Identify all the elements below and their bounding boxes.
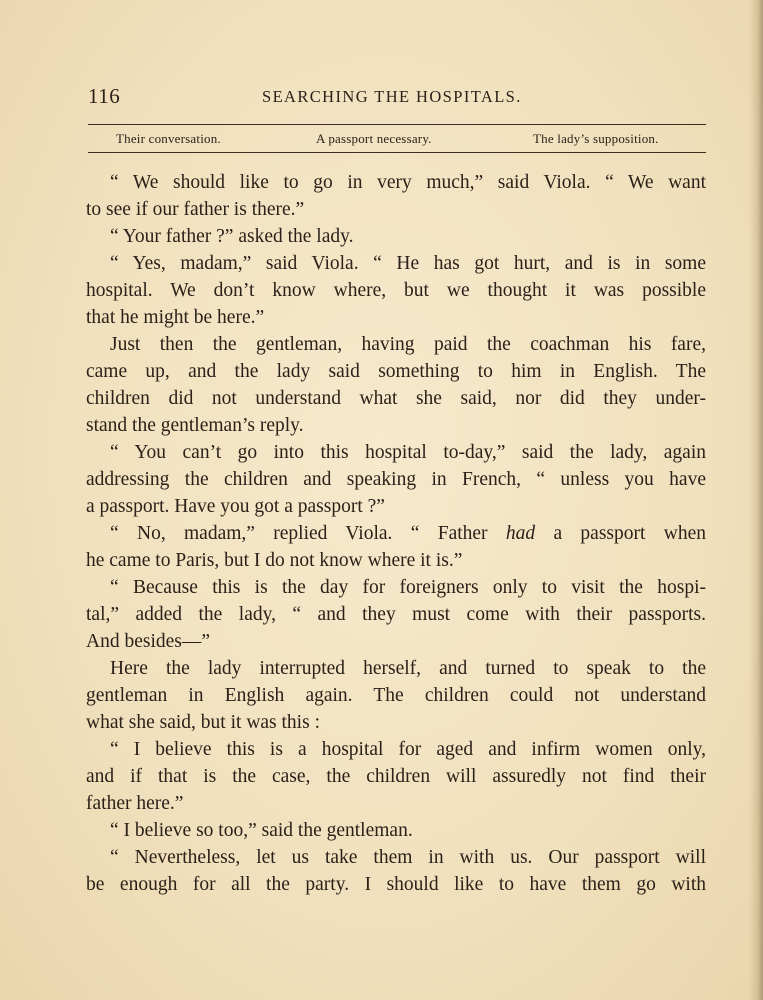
text-line: stand the gentleman’s reply. xyxy=(86,415,304,436)
running-head: SEARCHING THE HOSPITALS. xyxy=(262,87,522,106)
text-line: tal,” added the lady, “ and they must come with their passports. xyxy=(86,604,706,625)
text-line: “ Your father ?” asked the lady. xyxy=(110,226,354,247)
text-line: “ Nevertheless, let us take them in with us. Our passport will xyxy=(110,847,706,868)
header-rule-top xyxy=(88,124,706,125)
text-line: “ Yes, madam,” said Viola. “ He has got hurt, and is in some xyxy=(110,253,706,274)
text-line: came up, and the lady said something to him in English. The xyxy=(86,361,706,382)
subhead-conversation: Their conversation. xyxy=(116,131,221,146)
text-line: Here the lady interrupted herself, and turned to speak to the xyxy=(110,658,706,679)
body-text xyxy=(86,169,706,898)
text-line: “ You can’t go into this hospital to-day,” said the lady, again xyxy=(110,442,706,463)
text-line: father here.” xyxy=(86,793,184,814)
text-line: gentleman in English again. The children could not understand xyxy=(86,685,706,706)
text-line: hospital. We don’t know where, but we thought it was possible xyxy=(86,280,706,301)
section-subheads xyxy=(88,131,706,149)
text-line: “ We should like to go in very much,” said Viola. “ We want xyxy=(110,172,706,193)
text-line: be enough for all the party. I should like to have them go with xyxy=(86,874,706,895)
page-header xyxy=(88,84,706,114)
text-line: addressing the children and speaking in French, “ unless you have xyxy=(86,469,706,490)
text-segment: “ No, madam,” replied Viola. “ Father xyxy=(110,523,506,544)
text-line: what she said, but it was this : xyxy=(86,712,320,733)
text-line: and if that is the case, the children will assuredly not find their xyxy=(86,766,706,787)
text-line: he came to Paris, but I do not know where it is.” xyxy=(86,550,463,571)
text-line xyxy=(86,520,706,547)
text-line: that he might be here.” xyxy=(86,307,265,328)
text-line: “ I believe this is a hospital for aged and infirm women only, xyxy=(110,739,706,760)
text-line: children did not understand what she said, nor did they under- xyxy=(86,388,706,409)
subhead-passport: A passport necessary. xyxy=(316,131,432,146)
text-line: “ Because this is the day for foreigners only to visit the hospi- xyxy=(110,577,706,598)
emphasized-word: had xyxy=(505,523,536,544)
subhead-supposition: The lady’s supposition. xyxy=(533,131,659,146)
header-rule-bottom xyxy=(88,152,706,153)
text-line: Just then the gentleman, having paid the coachman his fare, xyxy=(110,334,706,355)
text-segment: a passport when xyxy=(535,523,706,544)
page-edge-shadow xyxy=(749,0,763,1000)
text-line: a passport. Have you got a passport ?” xyxy=(86,496,385,517)
text-line: “ I believe so too,” said the gentleman. xyxy=(110,820,413,841)
page-number: 116 xyxy=(88,84,121,108)
text-line: And besides—” xyxy=(86,631,211,652)
text-line: to see if our father is there.” xyxy=(86,199,305,220)
